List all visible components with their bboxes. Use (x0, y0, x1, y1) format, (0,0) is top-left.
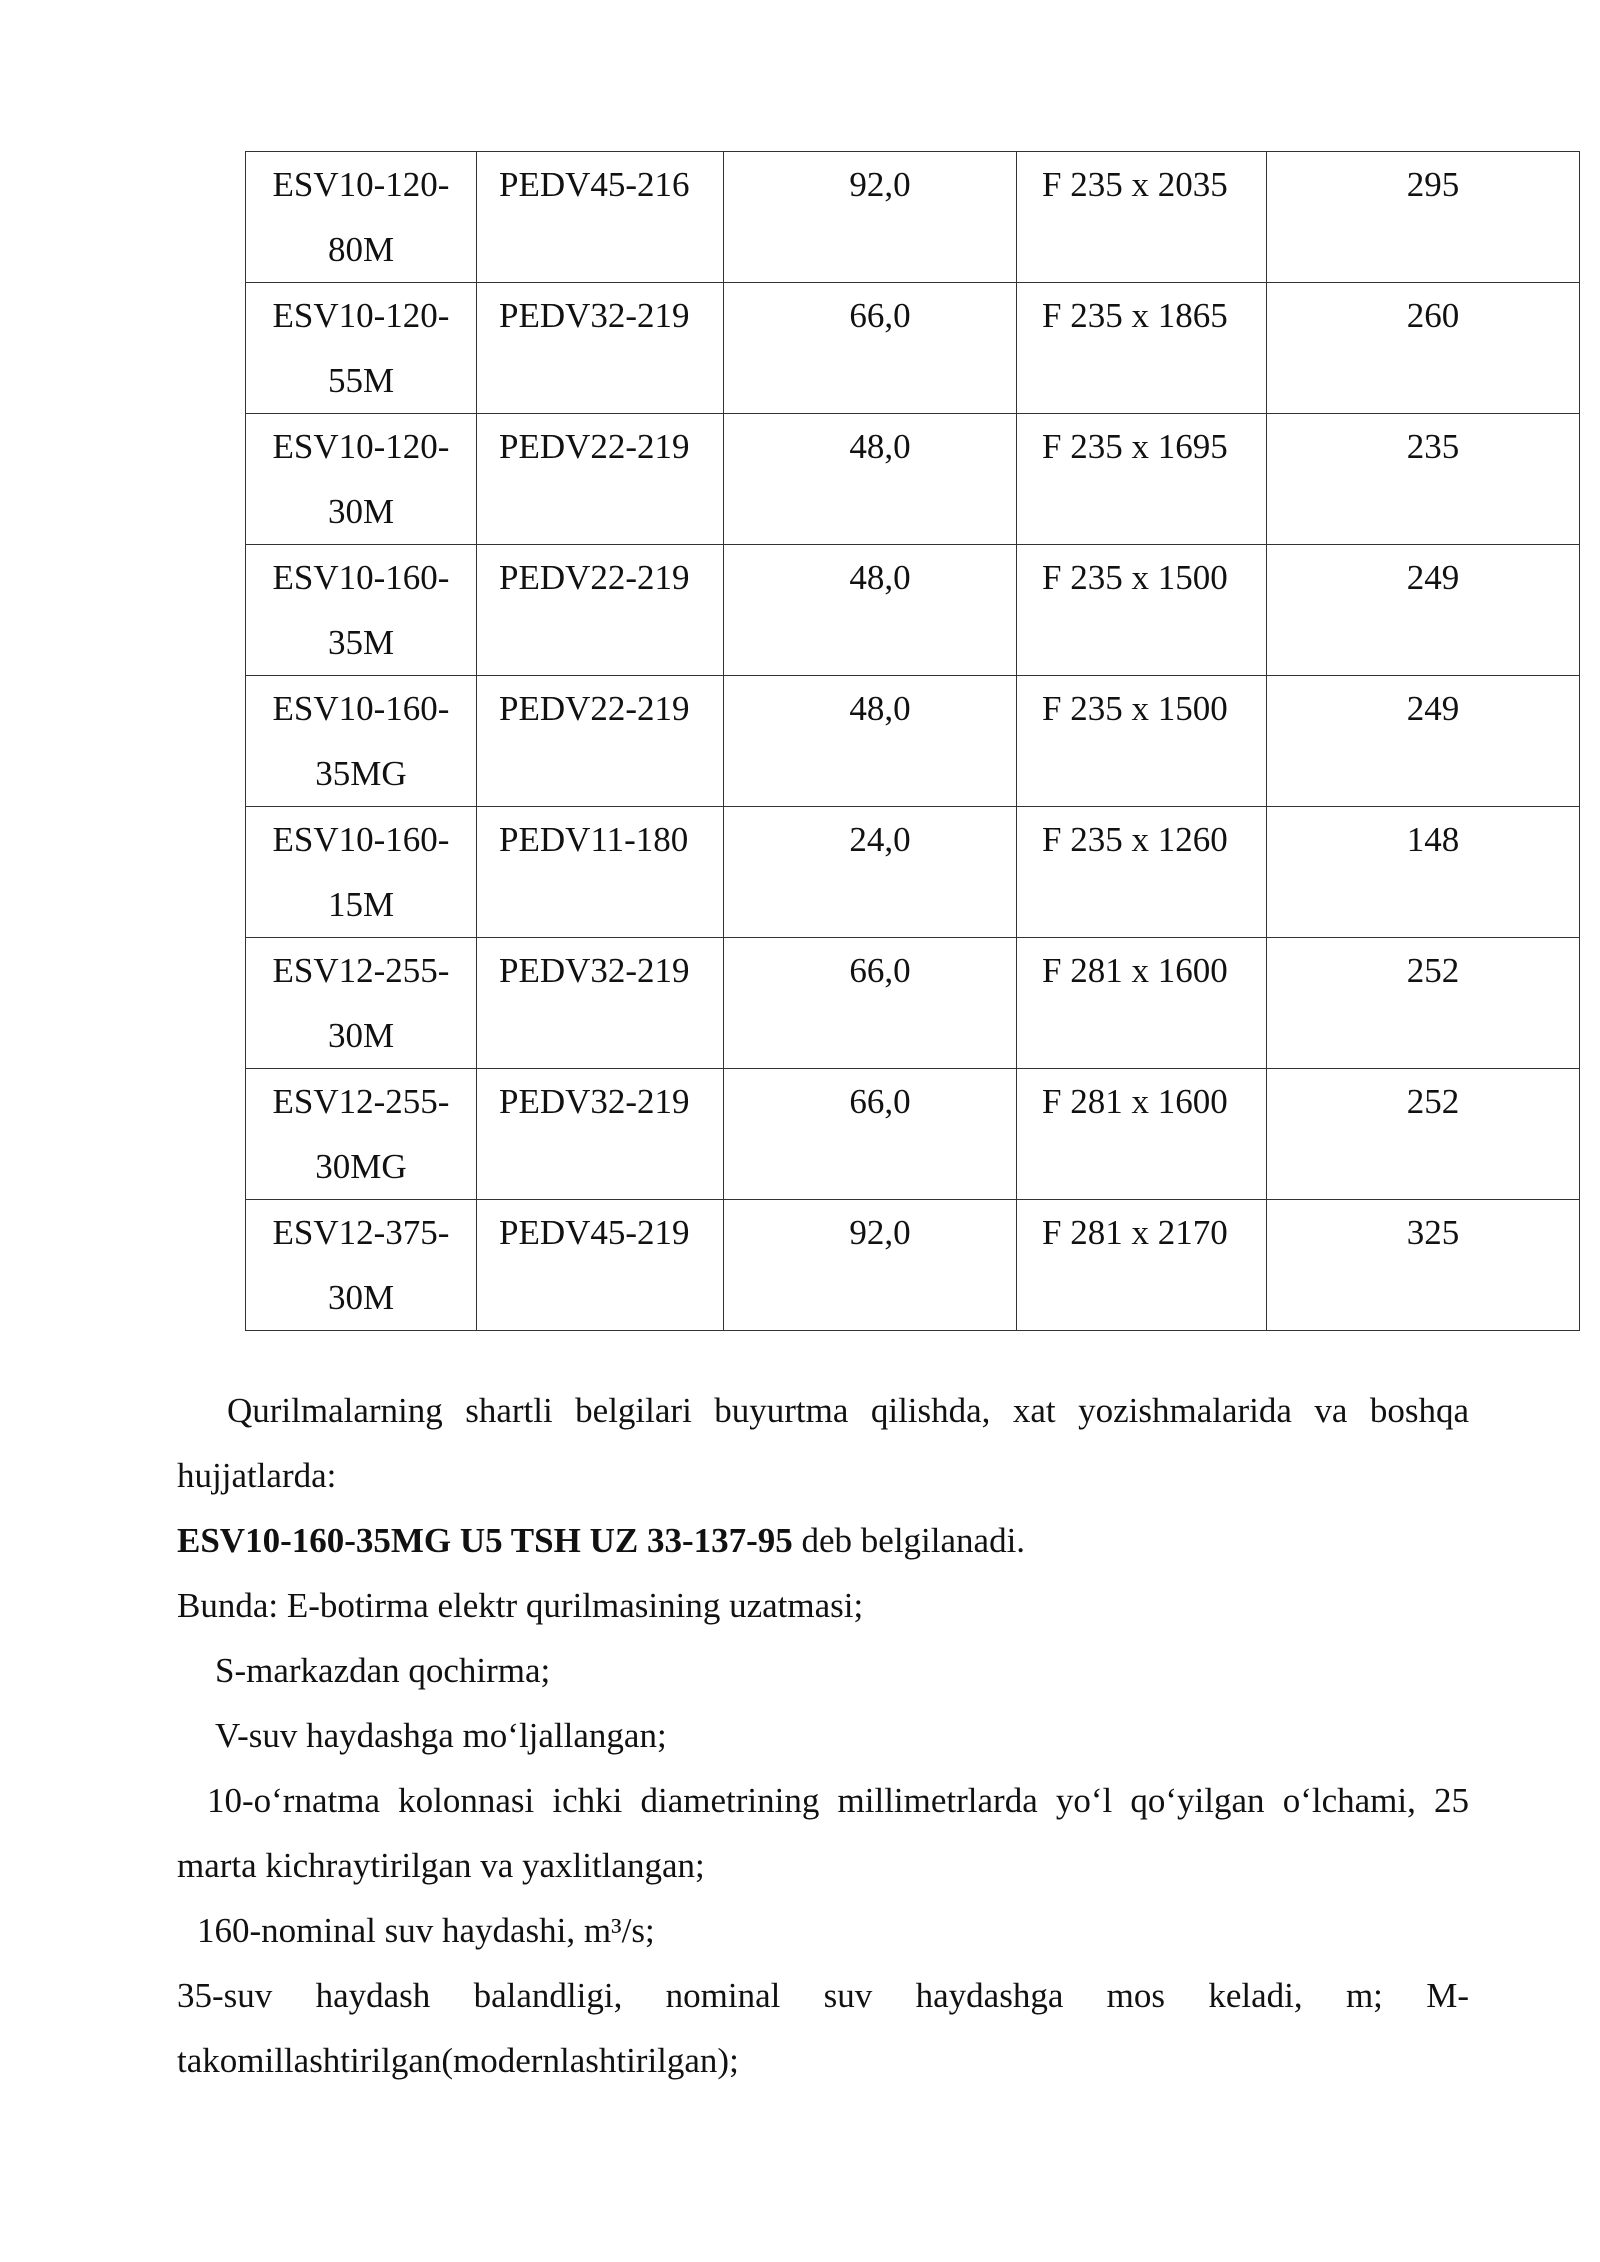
motor-cell: PEDV45-219 (477, 1200, 724, 1331)
table-row (246, 545, 1580, 676)
table-row (246, 938, 1580, 1069)
power-cell: 66,0 (724, 938, 1017, 1069)
designation-code: ESV10-160-35MG U5 TSH UZ 33-137-95 (177, 1521, 793, 1560)
motor-cell: PEDV32-219 (477, 938, 724, 1069)
model-name-line: ESV10-120- (272, 165, 450, 204)
model-name-line: 35MG (315, 754, 407, 793)
head-definition-line-1: 35-suv haydash balandligi, nominal suv haydashga mos keladi, m; M- (177, 1976, 1469, 2015)
dimensions-cell: F 235 x 1695 (1017, 414, 1267, 545)
s-definition-line: S-markazdan qochirma; (215, 1651, 551, 1690)
motor-cell: PEDV22-219 (477, 676, 724, 807)
model-name-line: ESV10-160- (272, 820, 450, 859)
body-text (177, 1378, 1469, 2093)
model-name-line: 15M (327, 885, 395, 924)
dimensions-cell: F 235 x 1500 (1017, 676, 1267, 807)
model-cell (246, 807, 477, 938)
motor-cell: PEDV22-219 (477, 545, 724, 676)
dimensions-cell: F 235 x 1500 (1017, 545, 1267, 676)
model-name-line: ESV10-120- (272, 296, 450, 335)
dimensions-cell: F 235 x 2035 (1017, 152, 1267, 283)
dimensions-cell: F 235 x 1865 (1017, 283, 1267, 414)
power-cell: 66,0 (724, 1069, 1017, 1200)
model-cell (246, 938, 477, 1069)
dimensions-cell: F 235 x 1260 (1017, 807, 1267, 938)
model-name-line: 30M (327, 1016, 395, 1055)
dimensions-cell: F 281 x 1600 (1017, 938, 1267, 1069)
model-cell (246, 676, 477, 807)
mass-cell: 249 (1267, 676, 1580, 807)
diameter-definition-line-1: 10-o‘rnatma kolonnasi ichki diametrining millimetrlarda yo‘l qo‘yilgan o‘lchami, 25 (207, 1781, 1469, 1820)
mass-cell: 235 (1267, 414, 1580, 545)
dimensions-cell: F 281 x 2170 (1017, 1200, 1267, 1331)
power-cell: 66,0 (724, 283, 1017, 414)
mass-cell: 252 (1267, 938, 1580, 1069)
model-cell (246, 1069, 477, 1200)
mass-cell: 252 (1267, 1069, 1580, 1200)
mass-cell: 260 (1267, 283, 1580, 414)
model-name-line: 30M (327, 492, 395, 531)
designation-suffix: deb belgilanadi. (792, 1521, 1026, 1560)
model-cell (246, 283, 477, 414)
table-row (246, 1069, 1580, 1200)
table-row (246, 676, 1580, 807)
power-cell: 48,0 (724, 545, 1017, 676)
pump-spec-table (245, 151, 1580, 1331)
table-row (246, 414, 1580, 545)
designation-line (177, 1508, 1469, 1573)
mass-cell: 325 (1267, 1200, 1580, 1331)
model-name-line: 55M (327, 361, 395, 400)
model-name-line: ESV10-160- (272, 689, 450, 728)
table-body (246, 152, 1580, 1331)
table-row (246, 1200, 1580, 1331)
power-cell: 48,0 (724, 414, 1017, 545)
model-name-line: ESV10-160- (272, 558, 450, 597)
power-cell: 92,0 (724, 152, 1017, 283)
v-definition-line: V-suv haydashga mo‘ljallangan; (215, 1716, 667, 1755)
mass-cell: 249 (1267, 545, 1580, 676)
model-name-line: 30M (327, 1278, 395, 1317)
nominal-flow-line: 160-nominal suv haydashi, m³/s; (197, 1911, 655, 1950)
intro-paragraph-line-2: hujjatlarda: (177, 1456, 337, 1495)
bunda-line: Bunda: E-botirma elektr qurilmasining uzatmasi; (177, 1586, 864, 1625)
motor-cell: PEDV11-180 (477, 807, 724, 938)
power-cell: 24,0 (724, 807, 1017, 938)
model-name-line: ESV12-255- (272, 951, 450, 990)
model-cell (246, 545, 477, 676)
power-cell: 92,0 (724, 1200, 1017, 1331)
motor-cell: PEDV22-219 (477, 414, 724, 545)
head-definition-line-2: takomillashtirilgan(modernlashtirilgan); (177, 2041, 739, 2080)
dimensions-cell: F 281 x 1600 (1017, 1069, 1267, 1200)
table-row (246, 807, 1580, 938)
model-name-line: 30MG (315, 1147, 407, 1186)
table-row (246, 283, 1580, 414)
mass-cell: 295 (1267, 152, 1580, 283)
model-name-line: ESV12-255- (272, 1082, 450, 1121)
model-cell (246, 414, 477, 545)
model-cell (246, 152, 477, 283)
model-name-line: ESV10-120- (272, 427, 450, 466)
diameter-definition-line-2: marta kichraytirilgan va yaxlitlangan; (177, 1846, 705, 1885)
model-cell (246, 1200, 477, 1331)
mass-cell: 148 (1267, 807, 1580, 938)
table-row (246, 152, 1580, 283)
motor-cell: PEDV45-216 (477, 152, 724, 283)
motor-cell: PEDV32-219 (477, 283, 724, 414)
model-name-line: 80M (327, 230, 395, 269)
model-name-line: 35M (327, 623, 395, 662)
model-name-line: ESV12-375- (272, 1213, 450, 1252)
intro-paragraph-line-1: Qurilmalarning shartli belgilari buyurtma qilishda, xat yozishmalarida va boshqa (227, 1391, 1469, 1430)
motor-cell: PEDV32-219 (477, 1069, 724, 1200)
power-cell: 48,0 (724, 676, 1017, 807)
